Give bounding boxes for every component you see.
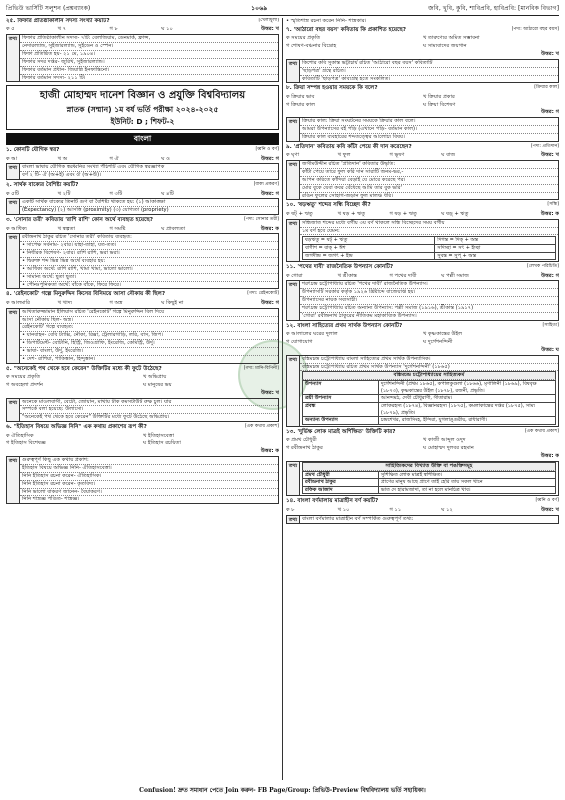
option: ক আলালের ঘরের দুলাল [286, 331, 338, 338]
question-title: ১৪. বাংলা বর্ণমালায় মাত্রাহীন বর্ণ কয়টি? [286, 498, 379, 505]
option: ঘ ৪টি [161, 190, 174, 197]
info-line: মোর বুকে যেবা কবর বেঁধেছে আমি তার বুক ভরি' [300, 185, 558, 193]
question-11 [286, 264, 559, 321]
info-line: শরৎচন্দ্র চট্টোপাধ্যায় রচিত 'পথের দাবী' রাজনৈতিক উপন্যাস। [300, 281, 558, 289]
table-cell: প্রবন্ধ [303, 403, 379, 417]
option: ক ঘৃণা [286, 152, 300, 159]
question-13 [286, 429, 559, 497]
option: খ ২টি [57, 190, 71, 197]
university-banner [6, 85, 279, 130]
answer: উত্তর: ক [540, 452, 559, 459]
info-tag: তথ্য [287, 356, 300, 426]
table-cell: সুশিক্ষিত লোক মাত্রই স্বশিক্ষিত। [378, 471, 555, 479]
question-title: ১২. বাংলা সাহিত্যের প্রথম সার্থক উপন্যাস কোনটি? [286, 322, 403, 329]
table-cell: প্রমথ চৌধুরী [303, 471, 379, 479]
works-table [302, 380, 556, 425]
info-line: ফিফার বর্তমান প্রধান- জিয়ান্নি ইনফান্তিনো। [20, 67, 278, 75]
question-1 [6, 147, 279, 180]
table-cell: বাগীশ = বাক্ + ঈশ [303, 245, 435, 253]
info-tag: তথ্য [287, 118, 300, 141]
table-cell: উপন্যাস [303, 381, 379, 395]
question-source: [পদ্য: আঠারো বছর বয়স] [511, 26, 559, 32]
question-source: [সাহিত্য] [542, 322, 559, 328]
table-row [303, 395, 556, 403]
option: ক গোরা [286, 272, 303, 279]
question-title: ১১. 'পথের দাবী' রাজনৈতিক উপন্যাস কোনটি? [286, 264, 394, 271]
option: ঘ মানুষের ভয় [143, 381, 172, 388]
table-row [303, 486, 556, 494]
option: ঘ কিছুই না [161, 299, 184, 306]
option: খ অভিপ্রায় [143, 374, 167, 381]
question-5 [6, 366, 279, 423]
table-row [303, 403, 556, 417]
info-line: রঙিন ফুলের সোহাগ-জড়ান ফুল মালঞ্চ ধরি। [302, 192, 394, 199]
info-tag: তথ্য [7, 309, 20, 363]
table-cell: জগদীন্দ্র = জগৎ + ইন্দ্র [303, 252, 435, 260]
option: গ ১১ [389, 506, 402, 513]
table-cell: সদিচ্ছা = সৎ + ইচ্ছা [435, 245, 556, 253]
info-line: ফিফার বর্তমান সদস্য- ২১১ টি। [22, 74, 86, 81]
info-tag: তথ্য [7, 457, 20, 503]
option: খ ক্রিয়ার প্রকার [423, 93, 455, 100]
option: খ কাজী আব্দুল ওদুদ [423, 437, 466, 444]
page-footer: Confusion! দ্রুত সমাধান পেতে Join করুন- FB Page/Group: প্রিভিউ-Preview বিশ্ববিদ্যালয় ভর্তি সহায়িকা। [139, 787, 426, 795]
table-heading: বঙ্কিমচন্দ্র চট্টোপাধ্যায়ের সাহিত্যকর্ম [302, 371, 556, 380]
table-cell: ভাত দে হারামজাদা, তা না হলে মানচিত্র খাব। [378, 486, 555, 494]
info-line: বঙ্কিমচন্দ্র চট্টোপাধ্যায় বাংলা সাহিত্যের প্রথম সার্থক উপন্যাসিক। [300, 356, 558, 364]
question-source: [এক কথায় প্রকাশ] [244, 424, 279, 430]
info-line: ইতিহাস বিষয়ে অভিজ্ঞ নিনি- ঐতিহাসবেত্তা। [20, 465, 278, 473]
option: ক ৮ [286, 506, 295, 513]
option: গ ক্রিয়ার কাল [286, 101, 315, 108]
info-line: রেইনকোট' গল্পে ব্যবহৃত: [20, 324, 278, 332]
info-line: সন্ধিজাত শব্দের মধ্যে বর্গীয় ৩য় বর্ণ থাকলে সন্ধি বিচ্ছেদের সময় বর্গীয় [300, 220, 558, 228]
info-line: ক্রিয়ার কাল ব্যবহারের শব্দতত্ত্বের আলোচ্য বিষয়। [302, 134, 405, 141]
info-box [6, 163, 279, 180]
question-title: ১০. 'ষড়ঋতু' শব্দের সন্ধি বিচ্ছেদ কী? [286, 202, 371, 209]
question-title: ১৩. 'দুর্ভিক্ষ লোক মাত্রই অর্শিক্ষিত' উক্তিটি কার? [286, 428, 396, 435]
continued-line: • স্মৃতিশাস্ত্র রচনা করেন নিনি- শাস্ত্রকার। [286, 18, 367, 24]
info-line: অনেকে মাওলবাসী, বেটো, জোয়ান, মাথায় টাক কমসটাউট রুক্ষ চুল। যার [20, 399, 278, 407]
option: গ ৩টি [109, 190, 123, 197]
info-box [6, 198, 279, 215]
exam-title: স্নাতক (সম্মান) ১ম বর্ষ ভর্তি পরীক্ষা ২০২৪-২০২৫ [66, 104, 219, 114]
info-line: বাংলা ভাষায় যৌগিক স্বরধ্বনির সংখ্যা পঁচিশটি এবং যৌগিক স্বরজ্ঞাপক [20, 164, 278, 172]
right-column [286, 18, 559, 780]
question-source: [বাক্য প্রকরণ] [253, 182, 279, 188]
info-tag: তথ্য [287, 281, 300, 319]
table-cell: ষড়ঋতু = ষট্ + ঋতু [303, 237, 435, 245]
option: ক ক্রিয়ার ভাব [286, 93, 315, 100]
question-3 [6, 217, 279, 289]
answer: উত্তর: ক [260, 225, 279, 232]
option: গ শোষণ-বঞ্চনার বিদ্রোহ [286, 43, 337, 50]
info-tag: তথ্য [7, 35, 20, 81]
info-line: ফিফার প্রতিষ্ঠাকালীন সদস্য- ৭টি: বেলজিয়াম, ডেনমার্ক, ফ্রান্স, [20, 35, 278, 43]
option: খ ফুল [337, 152, 351, 159]
option: ক ৫ [6, 26, 15, 33]
option: ক সময়ের প্রকৃতি [6, 374, 41, 381]
info-line: কাঁটা পেয়ে তারে ফুল করি দান সারাটি জনম-ভর,- [300, 169, 558, 177]
option: ক ৫টি [6, 190, 19, 197]
info-box [6, 34, 279, 82]
info-line: রবীন্দ্রনাথ ঠাকুর রচিত 'সোনার তরী' কবিতায় ব্যবহৃত: [20, 234, 278, 242]
info-line: উপন্যাসের নায়ক সব্যসাচী। [300, 297, 558, 305]
option: ক প্রমথ চৌধুরী [286, 437, 317, 444]
table-cell: চন্দ্রশেখর, রাজসিংহ, ইন্দিরা, যুগলাঙ্গুরীয়, রাধারাণী। [378, 417, 555, 425]
option: ঘ মোহাম্মদ দুলবর রহমান [423, 445, 474, 452]
info-line: নিনি ইতিহাস রচনা করেন- কৃতবিদ্য। [20, 481, 278, 489]
question-10 [286, 202, 559, 262]
info-line: (Expectancy) (২) আসত্তি (proximity) (৩) যোগ্যতা (propriety) [22, 207, 169, 214]
info-line: • ভাষা- বাংলা, উর্দু, ইংরেজি। [20, 348, 278, 356]
info-line: 'গোরা' রবীন্দ্রনাথ ঠাকুরের নীতিকম মহাকাব্যিক উপন্যাস। [302, 312, 417, 319]
info-line: বঙ্কিমচন্দ্র চট্টোপাধ্যায় রচিত প্রথম সার্থক উপন্যাস 'দুর্গেশনন্দিনী' (১৮৬৫) [300, 364, 558, 372]
info-line: • ডিপার্টমেন্ট- বোটানি, হিস্ট্রি, জিওগ্রাফি, ইংরেজি, কেমিস্ট্রি, উর্দু। [20, 340, 278, 348]
table-row [303, 252, 556, 260]
option: গ সমষ্টি [109, 225, 126, 232]
question-title: ২. সার্থক বাক্যের বৈশিষ্ট্য কয়টি? [6, 182, 79, 189]
info-line: কিশোর কবি সুকান্ত ভট্টাচার্য রচিত 'আঠারো বছর বয়স' কবিতাটি [300, 60, 558, 68]
info-tag: তথ্য [287, 161, 300, 199]
question-title: ৯. 'প্রতিদান' কবিতায় কবি কাঁটা পেয়ে কী দান করেছেন? [286, 143, 412, 150]
quotes-table [302, 471, 556, 495]
option: ঘ সাম্যবাদের জয়গান [423, 43, 467, 50]
question-4 [6, 291, 279, 363]
answer: উত্তর: খ [541, 50, 559, 57]
question-9 [286, 144, 559, 201]
question-source: [এক কথায় প্রকাশ] [524, 428, 559, 434]
info-line: ফিফা প্রতিষ্ঠিত হয়- ২১ মে, ১৯০৪। [20, 51, 278, 59]
info-box [6, 308, 279, 364]
question-12 [286, 323, 559, 427]
left-column [6, 18, 279, 780]
unit-shift: ইউনিট: D ; শিফট-২ [110, 116, 175, 126]
option: গ ষড় + ঋতু [389, 210, 417, 217]
answer: উত্তর: খ [261, 26, 279, 33]
option: গ অস্ত্র [109, 299, 123, 306]
option: খ স্বল্পতা [57, 225, 76, 232]
table-cell: অন্যান্য উপন্যাস [303, 417, 379, 425]
question-source: [ক্রিয়ার কাল] [534, 85, 559, 91]
table-row [303, 417, 556, 425]
option: ঘ প্রাবল্যতা [161, 225, 186, 232]
option: খ খাদ্য [57, 299, 72, 306]
option: খ ষড় + ঋতু [337, 210, 366, 217]
info-line: আসা নৌকায় ছিল- অস্ত্র। [20, 317, 278, 325]
header-left: প্রিভিউ ভার্সিটি সলুশন (প্রশ্নব্যাংক) [6, 5, 91, 13]
info-box [286, 355, 559, 427]
info-box [6, 233, 279, 289]
question-title: ৭. 'আঠারো বছর বয়স' কবিতায় কি প্রকাশিত হয়েছে? [286, 26, 407, 33]
info-line: • সামান্য অর্থে: ছুতা ছুতা। [20, 274, 278, 282]
option: গ ৮ [109, 26, 118, 33]
option: ক সময়ের প্রকৃতি [286, 35, 321, 42]
info-box [286, 160, 559, 200]
table-cell: রবীন্দ্রনাথ ঠাকুর [303, 479, 379, 487]
info-line: সম্পর্কে বলা হয়েছে: উলাসো। [20, 406, 278, 414]
table-cell: ত্রয়ী উপন্যাস [303, 395, 379, 403]
question-7 [286, 27, 559, 84]
table-row [303, 381, 556, 395]
question-source: [গদ্য: রেইনকোট] [247, 291, 279, 297]
info-line: কবিতাটি 'ছাড়পত্র' কাব্যগ্রন্থ হতে সংকলিত। [302, 75, 391, 82]
info-line: • আধিক্য অর্থে: রাশি রাশি, খামা খামা, ভালো ভালো। [20, 266, 278, 274]
page-number: ১০৬৯ [251, 5, 268, 13]
answer: উত্তর: গ [541, 272, 559, 279]
info-tag: তথ্য [287, 60, 300, 83]
question-source: [ধ্বনি ও বর্ণ] [535, 498, 559, 504]
info-line: আপন করিতে কাঁদিয়া বেড়াই যে মোরে করেছে পর। [300, 177, 558, 185]
question-title: ৮. ক্রিয়া সম্পন্ন হওয়ার সময়কে কি বলে? [286, 85, 378, 92]
answer: উত্তর: ক [540, 210, 559, 217]
info-box [286, 280, 559, 320]
option: গ ইতিহাস বিশেষজ্ঞ [6, 440, 46, 447]
option: ঘ ষড়্ + ঋতু [441, 210, 469, 217]
table-row [303, 245, 556, 253]
info-line: আখতারুজ্জামান ইলিয়াস রচিত 'রেইনকোট' গল্পে মিনুরুদ্দিন বিল দিয়ে [20, 309, 278, 317]
info-line: ফিফার সদর দপ্তর- জুরিখ, সুইজারল্যান্ড। [20, 59, 278, 67]
info-box [286, 515, 559, 525]
question-source: [পদ্য: প্রতিদান] [530, 143, 559, 149]
info-line: বাংলা বর্ণমালার মাত্রাহীন বর্ণ সম্পর্কিত গুরুত্বপূর্ণ তথ্য: [302, 515, 414, 522]
info-line: ক্রিয়ার কাল: ক্রিয়া সংঘটনের সময়কে ক্রিয়ার কাল বলে। [300, 118, 558, 126]
option: ক আ [6, 155, 18, 162]
question-source: [গদ্য: মানি-বিপিনী] [243, 365, 279, 371]
question-source: [ধ্বনি ও বর্ণ] [255, 147, 279, 153]
table-row [303, 479, 556, 487]
answer: উত্তর: খ [541, 506, 559, 513]
question-2 [6, 182, 279, 215]
info-line: • যানবাহন- বেবি ট্যাক্সি, নৌকা, রিক্সা, ট্রেলারগাড়ি, লরি, বাস, জিপ। [20, 332, 278, 340]
answer: উত্তর: গ [541, 109, 559, 116]
info-line: "অনেকেই পথ থেকে হবে কেরেন" উক্তিটির মধ্যে ফুটে উঠেছে অভিপ্রায়। [22, 414, 170, 421]
info-line: • পৌনঃপুনিকতা অর্থে: বাঁকে বাঁকে, ফিরে ফিরে। [22, 281, 121, 288]
option: ঘ দুর্গেশনন্দিনী [423, 338, 453, 345]
question-source: [লেখক পরিচিতি] [526, 264, 559, 270]
option: খ অ [57, 155, 68, 162]
question-title: ৫. "অনেকেই পথ থেকে হবে কেরেন" উক্তিটির মধ্যে কী ফুটে উঠেছে? [6, 365, 162, 372]
option: ঘ ক্রিয়া বিশেষণ [423, 101, 456, 108]
option: ঘ বাজ [441, 152, 456, 159]
answer: উত্তর: ঘ [541, 346, 559, 353]
option: খ শ্রীকান্ত [337, 272, 357, 279]
info-box [6, 398, 279, 423]
info-line: নিনি ইতিহাস রচনা করেন- ঐতিহাসিক। [20, 473, 278, 481]
info-tag: তথ্য [7, 199, 20, 214]
option: গ অবহেলা প্রদর্শন [6, 381, 44, 388]
option: গ ভূষণ [389, 152, 405, 159]
info-line: শরৎচন্দ্র চট্টোপাধ্যায় রচিত অন্যান্য উপন্যাস: পল্লী সমাজ (১৯১৬), শ্রীকান্ত (১৯১৭) [300, 305, 558, 313]
option: ঘ ও [161, 155, 170, 162]
option: ঘ ১০ [161, 26, 173, 33]
table-cell: লোকরহস্য (১৮৭৪), বিজ্ঞানরহস্য (১৮৭৫), কমলাকান্তের দপ্তর (১৮৭৫), সাম্য (১৮৭৯), প্রভৃতি। [378, 403, 555, 417]
info-box [286, 461, 559, 497]
option: ঘ ইতিহাস রচয়িতা [143, 440, 181, 447]
info-box [286, 219, 559, 263]
info-tag: তথ্য [7, 234, 20, 288]
info-line: আমরা উপন্যাসের বই পড়ি (এখানে পড়ি- বর্তমান কাল)। [300, 126, 558, 134]
table-row [303, 237, 556, 245]
table-cell: দুর্গেশনন্দিনী (প্রথম ১৮৬৫), কপালকুণ্ডলা (১৮৬৬), মৃণালিনী (১৮৬৯), বিষবৃক্ষ (১৮৭৩), কৃষ্ণকান্তের উইল (১৮৭৮), রজনী, প্রভৃতি। [378, 381, 555, 395]
info-line: জসীমউদ্দীন রচিত 'প্রতিদান' কবিতার উদ্ধৃতি: [300, 161, 558, 169]
option: ক আলমারি [6, 299, 30, 306]
option: ক ঐতিহাসিক [6, 432, 34, 439]
info-tag: তথ্য [287, 462, 300, 496]
option: খ ১০ [337, 506, 350, 513]
table-cell: সুবন্ত = সুপ্ + অন্ত [435, 252, 556, 260]
subject-heading: বাংলা [6, 133, 279, 145]
table-row [303, 471, 556, 479]
option: গ রবীন্দ্রনাথ ঠাকুর [286, 445, 323, 452]
option: ক ষট্ + ঋতু [286, 210, 313, 217]
info-line: নেদারল্যান্ড, সুইজারল্যান্ড, সুইডেন ও স্পেন। [20, 43, 278, 51]
option: গ যোগাযোগ [286, 338, 313, 345]
question-title: ২৫. ফিফার প্রতিষ্ঠাকালীন সদস্য সংখ্যা কয়টি? [6, 18, 110, 24]
info-line: একটি সার্থক বাক্যের তিনটি গুণ বা বৈশিষ্ট্য থাকতে হয়: (১) আকাঙ্ক্ষা [20, 199, 278, 207]
info-line: ১ম বর্ণ হবে যেমন: [300, 228, 558, 236]
question-14 [286, 498, 559, 524]
info-box [6, 456, 279, 504]
info-line: নিনি শাস্ত্রজ্ঞ পণ্ডিত- শাস্ত্রজ্ঞ। [22, 496, 80, 503]
info-line: • সাপেক্ষ সর্বনাম- ২বার। যাহা-তাহা, যত-তত। [20, 242, 278, 250]
info-box [286, 117, 559, 142]
answer: উত্তর: গ [261, 299, 279, 306]
info-line: নিনি ভালো বাকরণ জানেন- বৈয়াকরণ। [20, 489, 278, 497]
option: খ তারুণ্যের অমিত সম্ভাবনা [423, 35, 480, 42]
question-6 [6, 424, 279, 504]
option: গ ঐ [109, 155, 119, 162]
answer: উত্তর: গ [261, 155, 279, 162]
sandhi-table [302, 236, 556, 260]
answer: উত্তর: খ [541, 152, 559, 159]
info-tag: তথ্য [287, 516, 300, 524]
info-line: গুরুত্বপূর্ণ কিছু এক কথায় প্রকাশ: [20, 457, 278, 465]
answer: উত্তর: গ [261, 190, 279, 197]
answer: উত্তর: খ [261, 389, 279, 396]
option: ঘ পল্লী সমাজ [441, 272, 469, 279]
info-tag: তথ্য [7, 164, 20, 179]
question-title: ৩. 'সোনার তরী' কবিতায় 'রাশি রাশি' কোন অর্থে ব্যবহৃত হয়েছে? [6, 217, 154, 224]
university-name: হাজী মোহাম্মদ দানেশ বিজ্ঞান ও প্রযুক্তি বিশ্ববিদ্যালয় [39, 90, 246, 102]
page-header [6, 4, 559, 16]
question-source: [সন্ধি] [547, 202, 559, 208]
question-title: ৪. 'রেইনকোট' গল্পে মিনুরুদ্দিন কিসের বিনিময়ে আসা নৌকায় কী ছিল? [6, 291, 166, 298]
info-line: • দেশ- রাশিয়া, পাকিস্তান, হিন্দুস্তান। [22, 355, 96, 362]
info-line: • নির্ধারক বিশেষণ- ২বার। রাশি রাশি, ভরা ভরা। [20, 250, 278, 258]
table-cell: আনন্দমঠ, দেবী চৌধুরাণী, সীতারাম। [378, 395, 555, 403]
answer: উত্তর: ক [260, 448, 279, 455]
question-8 [286, 85, 559, 142]
question-25 [6, 18, 279, 82]
info-line: উপন্যাসটি সরকার কর্তৃক ১৯২৬ খ্রিষ্টাব্দে বাজেয়াপ্ত হয়। [300, 289, 558, 297]
question-title: ১. কোনটি যৌগিক স্বর? [6, 147, 60, 154]
info-line: বর্ণ ২ টি- ঐ (অ+ই) এবং ঔ (অ+উ)। [22, 172, 101, 179]
option: ঘ ১২ [441, 506, 453, 513]
option: খ কৃষ্ণকান্তের উইল [423, 331, 463, 338]
table-cell: রফিক আজাদ [303, 486, 379, 494]
question-source: [পদ্য: সোনার তরী] [243, 217, 279, 223]
table-cell: দিগন্ত = দিক্ + অন্ত [435, 237, 556, 245]
info-box [286, 59, 559, 84]
option: খ ৭ [57, 26, 67, 33]
info-line: 'ছাড়পত্র' গ্রন্থে রচিত। [300, 68, 558, 76]
option: ক আধিক্য [6, 225, 27, 232]
info-tag: তথ্য [287, 220, 300, 262]
table-heading: সাহিত্যিকদের বিখ্যাত উক্তি বা পঙক্তিসমূহ [302, 462, 556, 471]
header-right: জবি, খুবি, কুবি, শাবিপ্রবি, হাবিপ্রবি: [মানবিক বিভাগ] [428, 5, 559, 13]
table-cell: প্রাণের মানুষ আছে প্রাণে তাই হেরি তায় সকল খানে [378, 479, 555, 487]
option: খ ইতিহাসবেত্তা [143, 432, 174, 439]
question-source: [খেলাধুলা] [258, 18, 279, 23]
info-tag: তথ্য [7, 399, 20, 422]
option: গ পথের দাবী [389, 272, 417, 279]
info-line: • দ্বিরুক্ত শব্দ ভিন্ন ভিন্ন অর্থে ব্যবহার হয়: [20, 258, 278, 266]
question-title: ৬. "ইতিহাস বিষয়ে অভিজ্ঞ নিনি" এক কথায় প্রকাশের রূপ কী? [6, 424, 147, 431]
